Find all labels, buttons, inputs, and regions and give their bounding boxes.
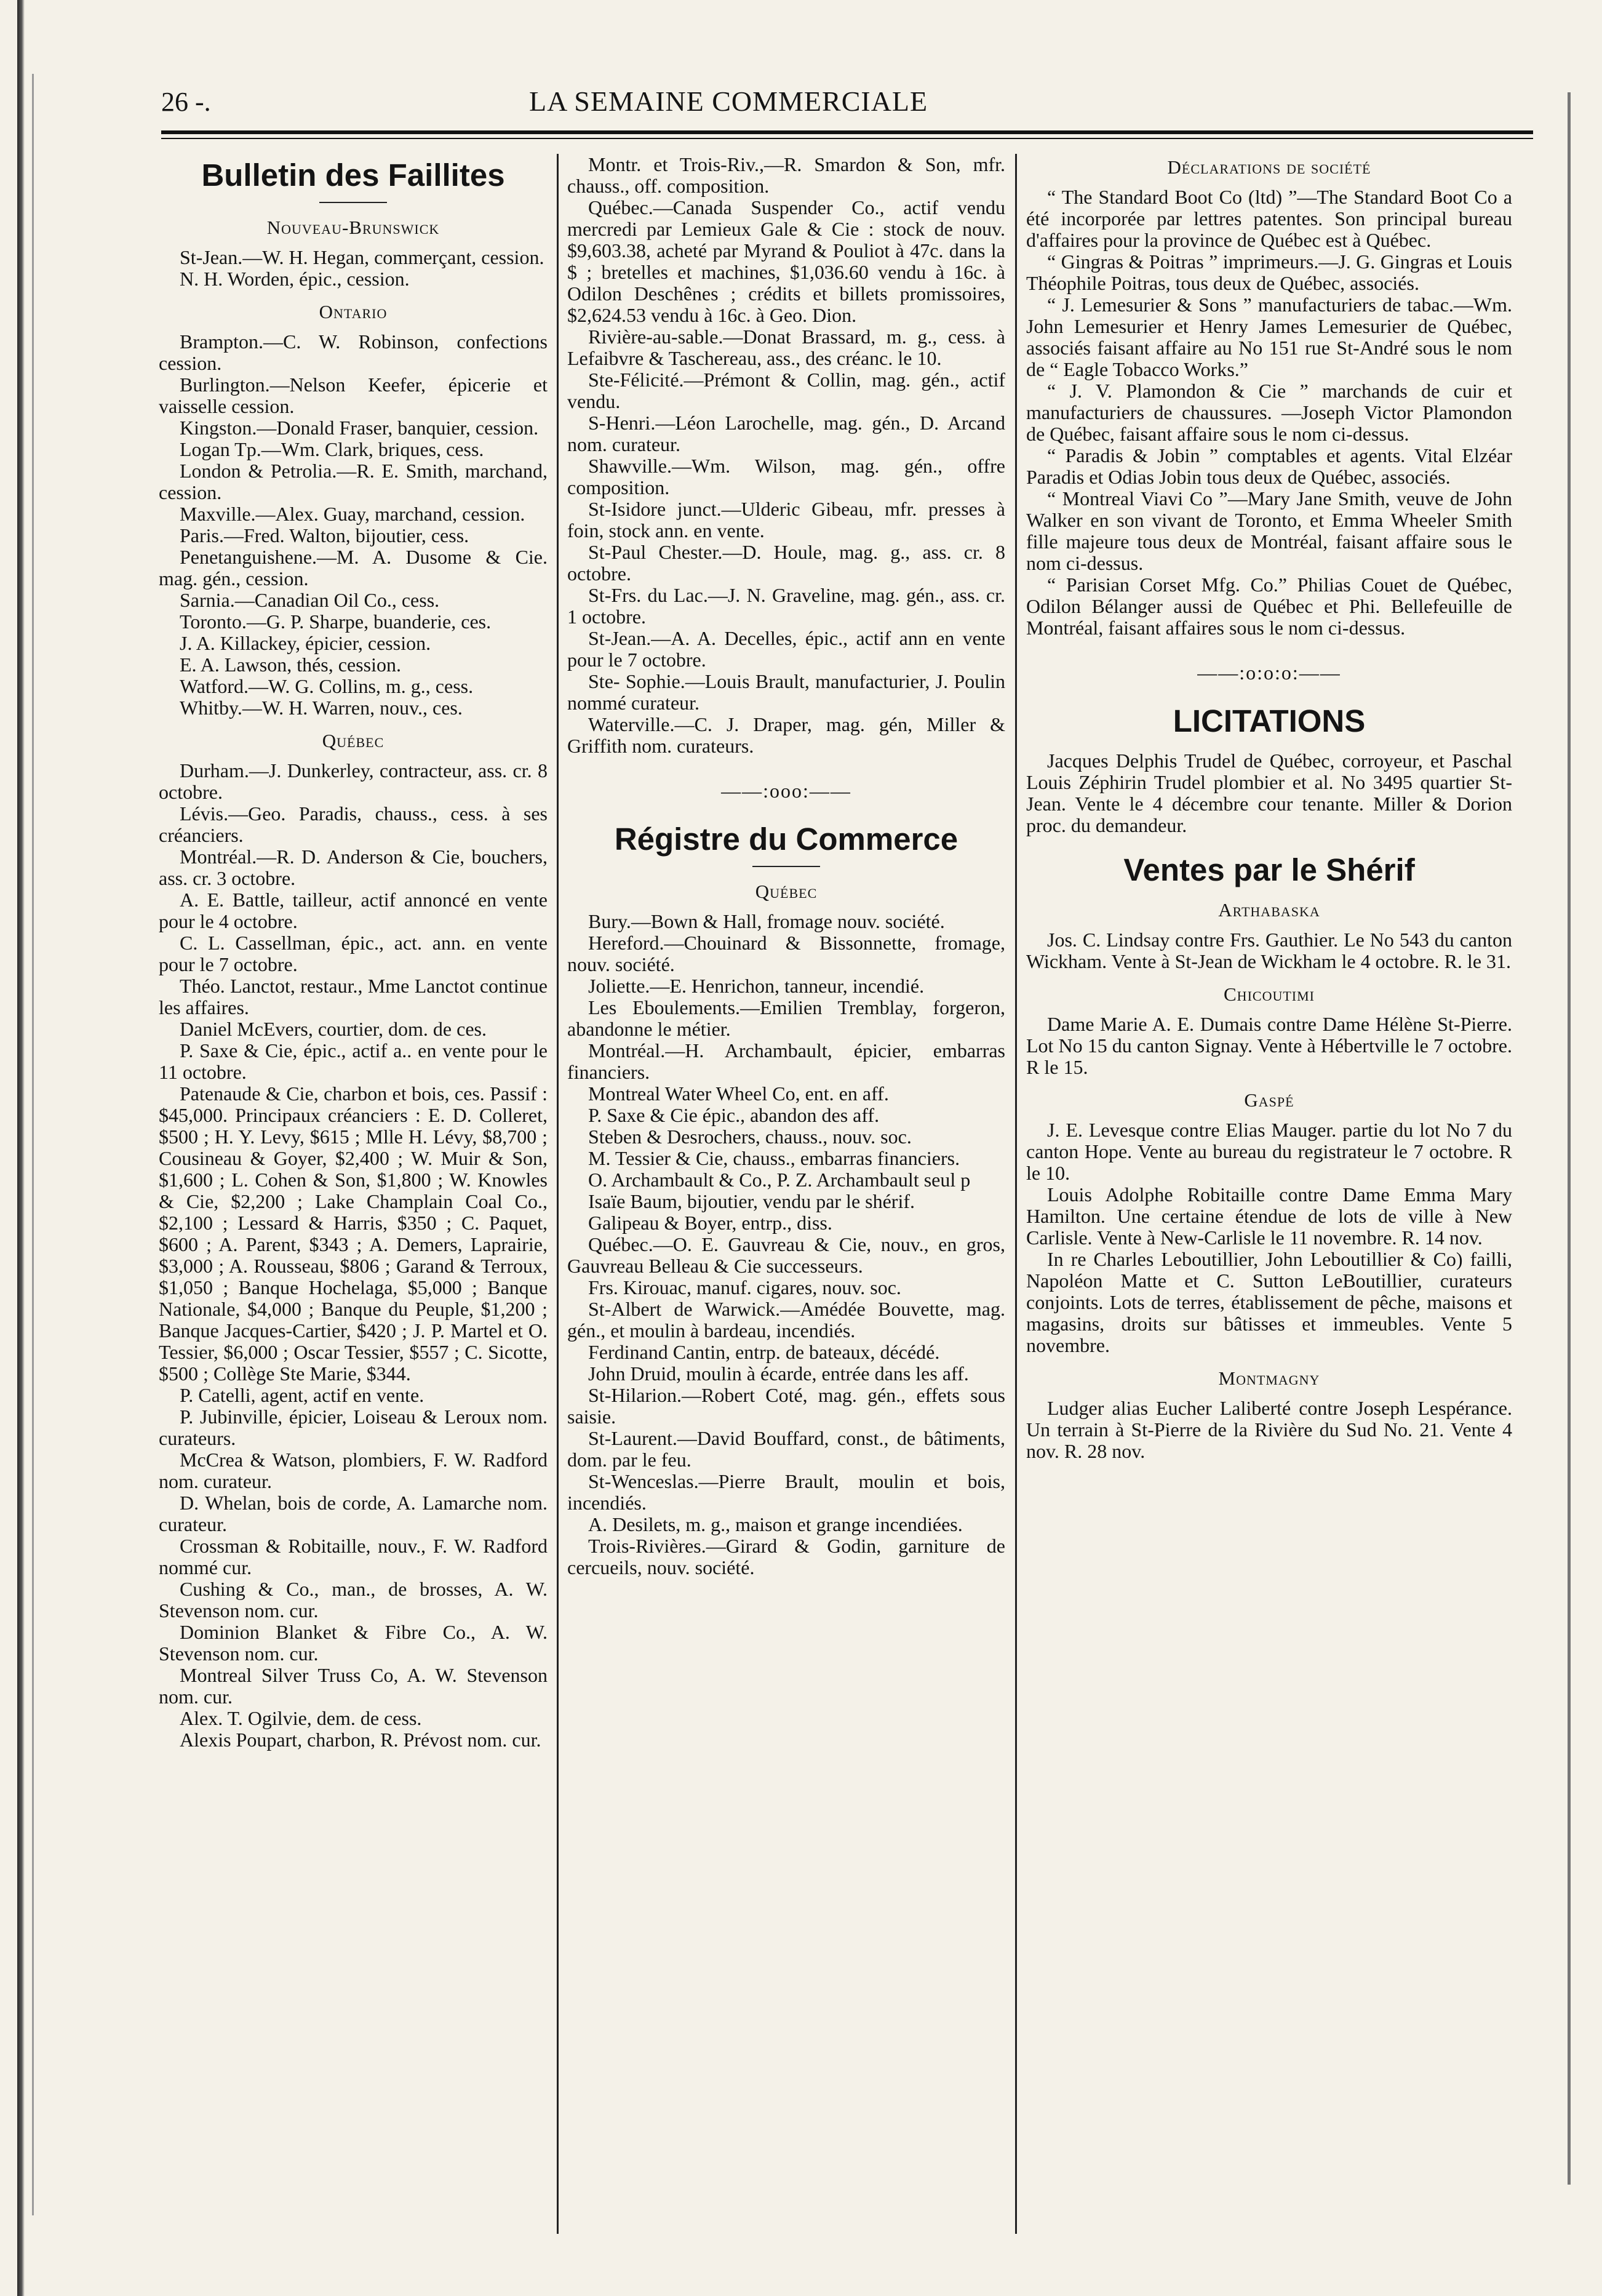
registre-entry: St-Laurent.—David Bouffard, const., de bâtiments, dom. par le feu. xyxy=(567,1427,1005,1471)
vente-entry: Dame Marie A. E. Dumais contre Dame Hélène St-Pierre. Lot No 15 du canton Signay. Vente à Hébertville le 7 octobre. R le 15. xyxy=(1026,1013,1512,1078)
registre-entry: Joliette.—E. Henrichon, tanneur, incendié. xyxy=(588,975,925,997)
ventes-heading: Ventes par le Shérif xyxy=(1123,852,1415,887)
bulletin-entry: Brampton.—C. W. Robinson, confections cession. xyxy=(159,330,548,374)
bulletin-entry: Montréal.—R. D. Anderson & Cie, bouchers, ass. cr. 3 octobre. xyxy=(159,846,548,889)
registre-entry: Galipeau & Boyer, entrp., diss. xyxy=(588,1212,832,1234)
registre-entry: Montreal Water Wheel Co, ent. en aff. xyxy=(588,1082,889,1105)
column-1 xyxy=(159,154,548,1751)
registre-entry: M. Tessier & Cie, chauss., embarras financiers. xyxy=(588,1147,960,1169)
declaration-entry: “ J. V. Plamondon & Cie ” marchands de cuir et manufacturiers de chaussures. —Joseph Victor Plamondon de Québec, faisant affaire sous le nom ci-dessus. xyxy=(1026,380,1512,445)
registre-heading: Régistre du Commerce xyxy=(614,822,958,857)
registre-entry: Steben & Desrochers, chauss., nouv. soc. xyxy=(588,1126,912,1148)
header-rule-thin xyxy=(161,138,1533,139)
bulletin-entry: St-Jean.—A. A. Decelles, épic., actif ann en vente pour le 7 octobre. xyxy=(567,627,1005,671)
bulletin-entry: Lévis.—Geo. Paradis, chauss., cess. à ses créanciers. xyxy=(159,802,548,846)
scan-right-edge xyxy=(1568,92,1571,2185)
bulletin-entry: Shawville.—Wm. Wilson, mag. gén., offre composition. xyxy=(567,455,1005,498)
bulletin-entry: A. E. Battle, tailleur, actif annoncé en vente pour le 4 octobre. xyxy=(159,889,548,932)
vente-entry: Louis Adolphe Robitaille contre Dame Emma Mary Hamilton. Une certaine étendue de lots de ville à New Carlisle. Vente à New-Carlisle le 11 novembre. R. 14 nov. xyxy=(1026,1183,1512,1249)
registre-body xyxy=(567,911,1005,1578)
vente-entry: In re Charles Leboutillier, John Leboutillier & Co) failli, Napoléon Matte et C. Sutton LeBoutillier, curateurs conjoints. Lots de terres, établissement de pêche, maisons et magasins, droits sur bâtisses et immeubles. Vente 5 novembre. xyxy=(1026,1248,1512,1356)
heading-rule xyxy=(319,202,387,203)
declaration-entry: “ Montreal Viavi Co ”—Mary Jane Smith, veuve de John Walker en son vivant de Toronto, et Emma Wheeler Smith fille majeure tous deux de Montréal, faisant affaire sous le nom ci-dessus. xyxy=(1026,487,1512,574)
bulletin-entry: Sarnia.—Canadian Oil Co., cess. xyxy=(180,589,440,611)
declaration-entry: “ The Standard Boot Co (ltd) ”—The Standard Boot Co a été incorporée par lettres patentes. Son principal bureau d'affaires pour la province de Québec est à Québec. xyxy=(1026,186,1512,251)
bulletin-entry: Dominion Blanket & Fibre Co., A. W. Stevenson nom. cur. xyxy=(159,1621,548,1665)
region-heading: Ontario xyxy=(319,301,388,322)
column-divider-2 xyxy=(1015,154,1017,2234)
bulletin-entry: J. A. Killackey, épicier, cession. xyxy=(180,632,431,654)
registre-entry: Les Eboulements.—Emilien Tremblay, forgeron, abandonne le métier. xyxy=(567,996,1005,1040)
region-heading: Gaspé xyxy=(1244,1089,1294,1111)
bulletin-entry: St-Frs. du Lac.—J. N. Graveline, mag. gén., ass. cr. 1 octobre. xyxy=(567,584,1005,628)
declarations-heading: Déclarations de société xyxy=(1167,156,1371,178)
column-divider-1 xyxy=(557,154,559,2234)
registre-entry: P. Saxe & Cie épic., abandon des aff. xyxy=(588,1104,880,1126)
bulletin-entry: Alexis Poupart, charbon, R. Prévost nom. cur. xyxy=(180,1729,541,1751)
heading-rule xyxy=(752,866,820,867)
bulletin-entry: Whitby.—W. H. Warren, nouv., ces. xyxy=(180,697,463,719)
vente-entry: J. E. Levesque contre Elias Mauger. partie du lot No 7 du canton Hope. Vente au bureau du registrateur le 7 octobre. R le 10. xyxy=(1026,1119,1512,1184)
bulletin-entry: McCrea & Watson, plombiers, F. W. Radford nom. curateur. xyxy=(159,1449,548,1492)
registre-entry: Hereford.—Chouinard & Bissonnette, fromage, nouv. société. xyxy=(567,932,1005,975)
bulletin-entry: D. Whelan, bois de corde, A. Lamarche nom. curateur. xyxy=(159,1492,548,1535)
bulletin-entry: St-Jean.—W. H. Hegan, commerçant, cession. xyxy=(180,246,544,268)
region-heading: Montmagny xyxy=(1218,1367,1320,1389)
bulletin-entry: P. Catelli, agent, actif en vente. xyxy=(180,1384,424,1406)
registre-entry: Ferdinand Cantin, entrp. de bateaux, décédé. xyxy=(588,1341,940,1363)
bulletin-entry: Cushing & Co., man., de brosses, A. W. Stevenson nom. cur. xyxy=(159,1578,548,1622)
bulletin-entry: Durham.—J. Dunkerley, contracteur, ass. cr. 8 octobre. xyxy=(159,759,548,803)
licitation-entry: Jacques Delphis Trudel de Québec, corroyeur, et Paschal Louis Zéphirin Trudel plombier et al. No 3495 quartier St-Jean. Vente le 4 décembre cour tenante. Miller & Dorion proc. du demandeur. xyxy=(1026,750,1512,836)
ventes-body xyxy=(1026,899,1512,1462)
registre-region: Québec xyxy=(755,881,818,902)
registre-entry: St-Albert de Warwick.—Amédée Bouvette, mag. gén., et moulin à bardeau, incendiés. xyxy=(567,1298,1005,1342)
section-ornament: ——:ooo:—— xyxy=(721,780,851,802)
registre-entry: John Druid, moulin à écarde, entrée dans les aff. xyxy=(588,1362,969,1385)
header-rule-thick xyxy=(161,130,1533,134)
bulletin-entry: St-Isidore junct.—Ulderic Gibeau, mfr. presses à foin, stock ann. en vente. xyxy=(567,498,1005,542)
registre-entry: St-Hilarion.—Robert Coté, mag. gén., effets sous saisie. xyxy=(567,1384,1005,1428)
bulletin-entry: Watford.—W. G. Collins, m. g., cess. xyxy=(180,675,474,697)
bulletin-entry: Crossman & Robitaille, nouv., F. W. Radford nommé cur. xyxy=(159,1535,548,1578)
registre-entry: Québec.—O. E. Gauvreau & Cie, nouv., en gros, Gauvreau Belleau & Cie successeurs. xyxy=(567,1233,1005,1277)
registre-entry: St-Wenceslas.—Pierre Brault, moulin et bois, incendiés. xyxy=(567,1470,1005,1514)
registre-entry: O. Archambault & Co., P. Z. Archambault seul p xyxy=(588,1169,971,1191)
bulletin-entry: Montreal Silver Truss Co, A. W. Stevenson nom. cur. xyxy=(159,1664,548,1708)
bulletin-entry: London & Petrolia.—R. E. Smith, marchand, cession. xyxy=(159,460,548,503)
registre-entry: Isaïe Baum, bijoutier, vendu par le shérif. xyxy=(588,1190,915,1212)
licitations-heading: LICITATIONS xyxy=(1173,703,1366,738)
declaration-entry: “ Gingras & Poitras ” imprimeurs.—J. G. Gingras et Louis Théophile Poitras, tous deux de Québec, associés. xyxy=(1026,250,1512,294)
declaration-entry: “ J. Lemesurier & Sons ” manufacturiers de tabac.—Wm. John Lemesurier et Henry James Lemesurier de Québec, associés faisant affaire au No 151 rue St-André sous le nom de “ Eagle Tobacco Works.” xyxy=(1026,294,1512,380)
bulletin-entry: St-Paul Chester.—D. Houle, mag. g., ass. cr. 8 octobre. xyxy=(567,541,1005,585)
region-heading: Arthabaska xyxy=(1218,899,1320,921)
bulletin-entry: Québec.—Canada Suspender Co., actif vendu mercredi par Lemieux Gale & Cie : stock de nouv. $9,603.38, acheté par Myrand & Pouliot à 47c. dans la $ ; bretelles et machines, $1,036.60 vendu à 16c. à Odilon Deschênes ; crédits et billets promissoires, $2,624.53 vendu à 16c. à Geo. Dion. xyxy=(567,196,1005,326)
bulletin-entry: Patenaude & Cie, charbon et bois, ces. Passif : $45,000. Principaux créanciers : E. D. Colleret, $500 ; H. Y. Levy, $615 ; Mlle H. Lévy, $8,700 ; Cousineau & Goyer, $2,400 ; W. Muir & Son, $1,600 ; L. Cohen & Son, $1,800 ; W. Knowles & Cie, $2,200 ; Lake Champlain Coal Co., $2,100 ; Lessard & Harris, $350 ; C. Paquet, $600 ; A. Parent, $343 ; A. Demers, Laprairie, $3,000 ; A. Rousseau, $806 ; Garand & Terroux, $1,050 ; Banque Hochelaga, $5,000 ; Banque Nationale, $4,000 ; Banque du Peuple, $1,200 ; Banque Jacques-Cartier, $420 ; J. P. Martel et O. Tessier, $6,000 ; Oscar Tessier, $557 ; C. Sicotte, $500 ; Collège Ste Marie, $344. xyxy=(159,1082,548,1385)
bulletin-heading: Bulletin des Faillites xyxy=(201,158,505,193)
bulletin-entry: E. A. Lawson, thés, cession. xyxy=(180,654,401,676)
scan-margin-line xyxy=(32,74,34,2215)
bulletin-entry: Ste-Félicité.—Prémont & Collin, mag. gén., actif vendu. xyxy=(567,369,1005,412)
column-3 xyxy=(1026,154,1512,1462)
bulletin-entry: P. Jubinville, épicier, Loiseau & Leroux nom. curateurs. xyxy=(159,1406,548,1449)
bulletin-entry: Maxville.—Alex. Guay, marchand, cession. xyxy=(180,503,525,525)
licitations-body xyxy=(1026,750,1512,836)
bulletin-entry: Alex. T. Ogilvie, dem. de cess. xyxy=(180,1707,422,1729)
vente-entry: Ludger alias Eucher Laliberté contre Joseph Lespérance. Un terrain à St-Pierre de la Rivière du Sud No. 21. Vente 4 nov. R. 28 nov. xyxy=(1026,1397,1512,1462)
registre-entry: Frs. Kirouac, manuf. cigares, nouv. soc. xyxy=(588,1276,901,1298)
bulletin-entry: Théo. Lanctot, restaur., Mme Lanctot continue les affaires. xyxy=(159,975,548,1018)
bulletin-entry: Toronto.—G. P. Sharpe, buanderie, ces. xyxy=(180,610,492,633)
publication-title: LA SEMAINE COMMERCIALE xyxy=(529,86,928,117)
registre-entry: A. Desilets, m. g., maison et grange incendiées. xyxy=(588,1513,963,1535)
bulletin-entry: Daniel McEvers, courtier, dom. de ces. xyxy=(180,1018,487,1040)
registre-entry: Trois-Rivières.—Girard & Godin, garniture de cercueils, nouv. société. xyxy=(567,1535,1005,1578)
bulletin-entry: Penetanguishene.—M. A. Dusome & Cie. mag. gén., cession. xyxy=(159,546,548,590)
bulletin-continued xyxy=(567,154,1005,757)
region-heading: Québec xyxy=(322,730,385,751)
page-number: 26 -. xyxy=(161,87,211,117)
bulletin-entry: Waterville.—C. J. Draper, mag. gén, Miller & Griffith nom. curateurs. xyxy=(567,713,1005,757)
bulletin-body xyxy=(159,217,548,1751)
column-2 xyxy=(567,154,1005,1578)
bulletin-entry: Paris.—Fred. Walton, bijoutier, cess. xyxy=(180,524,469,546)
declarations-body xyxy=(1026,186,1512,639)
bulletin-entry: Rivière-au-sable.—Donat Brassard, m. g., cess. à Lefaibvre & Taschereau, ass., des créanc. le 10. xyxy=(567,326,1005,369)
bulletin-entry: C. L. Cassellman, épic., act. ann. en vente pour le 7 octobre. xyxy=(159,932,548,975)
declaration-entry: “ Paradis & Jobin ” comptables et agents. Vital Elzéar Paradis et Odias Jobin tous deux de Québec, associés. xyxy=(1026,444,1512,488)
bulletin-entry: P. Saxe & Cie, épic., actif a.. en vente pour le 11 octobre. xyxy=(159,1039,548,1083)
region-heading: Nouveau-Brunswick xyxy=(266,217,440,238)
region-heading: Chicoutimi xyxy=(1224,983,1315,1005)
declaration-entry: “ Parisian Corset Mfg. Co.” Philias Couet de Québec, Odilon Bélanger aussi de Québec et Phi. Bellefeuille de Montréal, faisant affaires sous le nom ci-dessus. xyxy=(1026,574,1512,639)
bulletin-entry: Kingston.—Donald Fraser, banquier, cession. xyxy=(180,417,539,439)
registre-entry: Montréal.—H. Archambault, épicier, embarras financiers. xyxy=(567,1039,1005,1083)
bulletin-entry: Montr. et Trois-Riv.,—R. Smardon & Son, mfr. chauss., off. composition. xyxy=(567,153,1005,197)
bulletin-entry: S-Henri.—Léon Larochelle, mag. gén., D. Arcand nom. curateur. xyxy=(567,412,1005,455)
bulletin-entry: Ste- Sophie.—Louis Brault, manufacturier, J. Poulin nommé curateur. xyxy=(567,670,1005,714)
bulletin-entry: N. H. Worden, épic., cession. xyxy=(180,268,410,290)
vente-entry: Jos. C. Lindsay contre Frs. Gauthier. Le No 543 du canton Wickham. Vente à St-Jean de Wickham le 4 octobre. R. le 31. xyxy=(1026,929,1512,972)
bulletin-entry: Logan Tp.—Wm. Clark, briques, cess. xyxy=(180,438,484,460)
scan-binding-edge xyxy=(17,0,25,2296)
section-ornament: ——:o:o:o:—— xyxy=(1197,662,1341,684)
registre-entry: Bury.—Bown & Hall, fromage nouv. société. xyxy=(588,910,945,932)
bulletin-entry: Burlington.—Nelson Keefer, épicerie et vaisselle cession. xyxy=(159,374,548,417)
